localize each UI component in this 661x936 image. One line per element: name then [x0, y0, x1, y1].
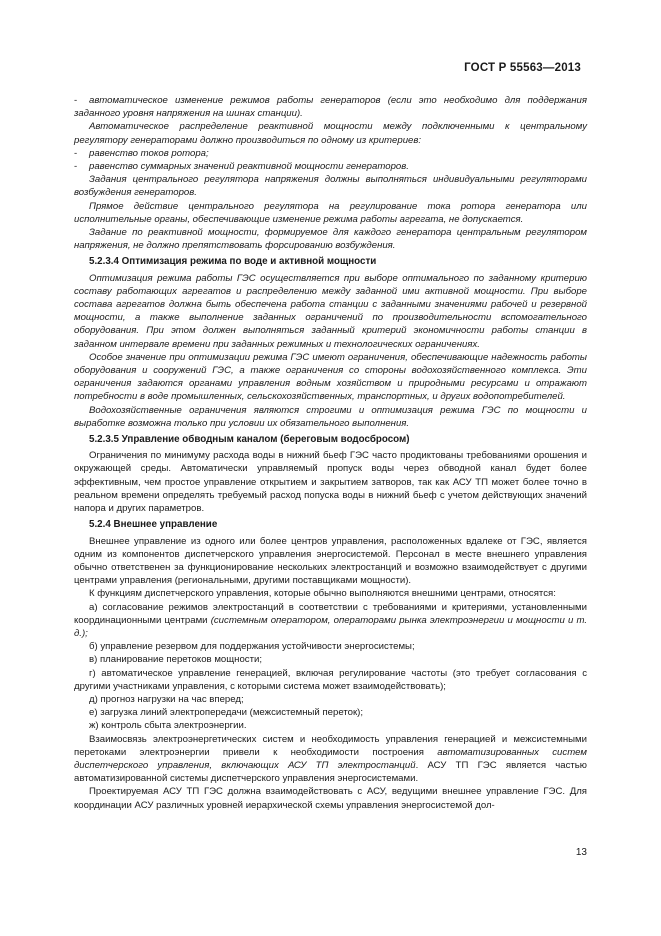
section-heading: 5.2.3.4 Оптимизация режима по воде и активной мощности: [89, 256, 377, 268]
paragraph: Водохозяйственные ограничения являются строгими и оптимизация режима ГЭС по мощности и выработке возможна только при условии их обязательного выполнения.: [74, 404, 587, 429]
list-item: е) загрузка линий электропередачи (межсистемный переток);: [89, 707, 364, 719]
document-header: ГОСТ Р 55563—2013: [464, 62, 581, 74]
list-item: д) прогноз нагрузки на час вперед;: [89, 693, 244, 705]
list-item: а) согласование режимов электростанций в соответствии с требованиями и критериями, установленными координационными центрами (системным оператором, операторами рынка электроэнергии и мощности и т. д.);: [74, 601, 587, 639]
paragraph: Автоматическое распределение реактивной мощности между подключенными к центральному регулятору генераторами должно производиться по одному из критериев:: [74, 121, 587, 146]
paragraph: Задание по реактивной мощности, формируемое для каждого генератора центральным регулятором напряжения, не должно препятствовать форсированию возбуждения.: [74, 227, 587, 252]
paragraph: Взаимосвязь электроэнергетических систем и необходимость управления генерацией и межсистемными перетоками электроэнергии привели к необходимости построения автоматизированных систем диспетчерского управления, включающих АСУ ТП электростанций. АСУ ТП ГЭС является частью автоматизированной системы диспетчерского управления энергосистемами.: [74, 733, 587, 785]
section-heading: 5.2.3.5 Управление обводным каналом (береговым водосбросом): [89, 434, 410, 446]
dash-item: - равенство суммарных значений реактивной мощности генераторов.: [74, 161, 409, 173]
document-body: [74, 94, 587, 812]
paragraph: Проектируемая АСУ ТП ГЭС должна взаимодействовать с АСУ, ведущими внешнее управление ГЭС. Для координации АСУ различных уровней иерархической схемы управления энергосистемой дол-: [74, 786, 587, 811]
dash-item: - равенство токов ротора;: [74, 147, 209, 159]
paragraph: Особое значение при оптимизации режима ГЭС имеют ограничения, обеспечивающие надежность работы оборудования и сооружений ГЭС, а также ограничения со стороны водохозяйственного комплекса. Эти ограничения задаются органами управления водным хозяйством и природными ресурсами и отражают потребности в воде промышленных, сельскохозяйственных, транспортных, и других водопотребителей.: [74, 351, 587, 403]
paragraph: Задания центрального регулятора напряжения должны выполняться индивидуальными регуляторами возбуждения генераторов.: [74, 174, 587, 199]
list-item: ж) контроль сбыта электроэнергии.: [89, 720, 247, 732]
section-heading: 5.2.4 Внешнее управление: [89, 519, 218, 531]
list-item: г) автоматическое управление генерацией, включая регулирование частоты (это требует согласования с другими участниками управления, с которыми система может взаимодействовать);: [74, 667, 587, 692]
paragraph: Прямое действие центрального регулятора на регулирование тока ротора генератора или исполнительные органы, обеспечивающие изменение режима работы агрегата, не допускается.: [74, 200, 587, 225]
dash-item: - автоматическое изменение режимов работы генераторов (если это необходимо для поддержания заданного уровня напряжения на шинах станции).: [74, 95, 587, 120]
paragraph: Ограничения по минимуму расхода воды в нижний бьеф ГЭС часто продиктованы требованиями орошения и окружающей среды. Автоматически управляемый пропуск воды через обводной канал будет более эффективным, чем простое управление открытием и закрытием затворов, так как АСУ ТП может более точно в реальном времени определять требуемый расход попуска воды в нижний бьеф с учетом действующих значений напора и других параметров.: [74, 450, 587, 515]
paragraph: К функциям диспетчерского управления, которые обычно выполняются внешними центрами, относятся:: [89, 588, 556, 600]
paragraph: Оптимизация режима работы ГЭС осуществляется при выборе оптимального по заданному критерию составу работающих агрегатов и распределению между заданной ими активной мощности. При выборе состава агрегатов должна быть обеспечена работа станции с заданными значениями рабочей и резервной мощности, а также выполнение заданных ограничений по производительности вспомогательного оборудования. При этом должен выполняться заданный критерий экономичности работы станции в заданном интервале времени при заданных режимных и технологических ограничениях.: [74, 272, 587, 350]
paragraph: Внешнее управление из одного или более центров управления, расположенных вдалеке от ГЭС, является одним из компонентов диспетчерского управления энергосистемой. Персонал в месте внешнего управления обычно ответственен за функционирование нескольких электростанций и возможно взаимодействует с другими центрами управления (региональными, другими поставщиками мощности).: [74, 535, 587, 587]
list-item: б) управление резервом для поддержания устойчивости энергосистемы;: [89, 641, 415, 653]
list-item: в) планирование перетоков мощности;: [89, 654, 262, 666]
page-number: 13: [575, 847, 587, 858]
